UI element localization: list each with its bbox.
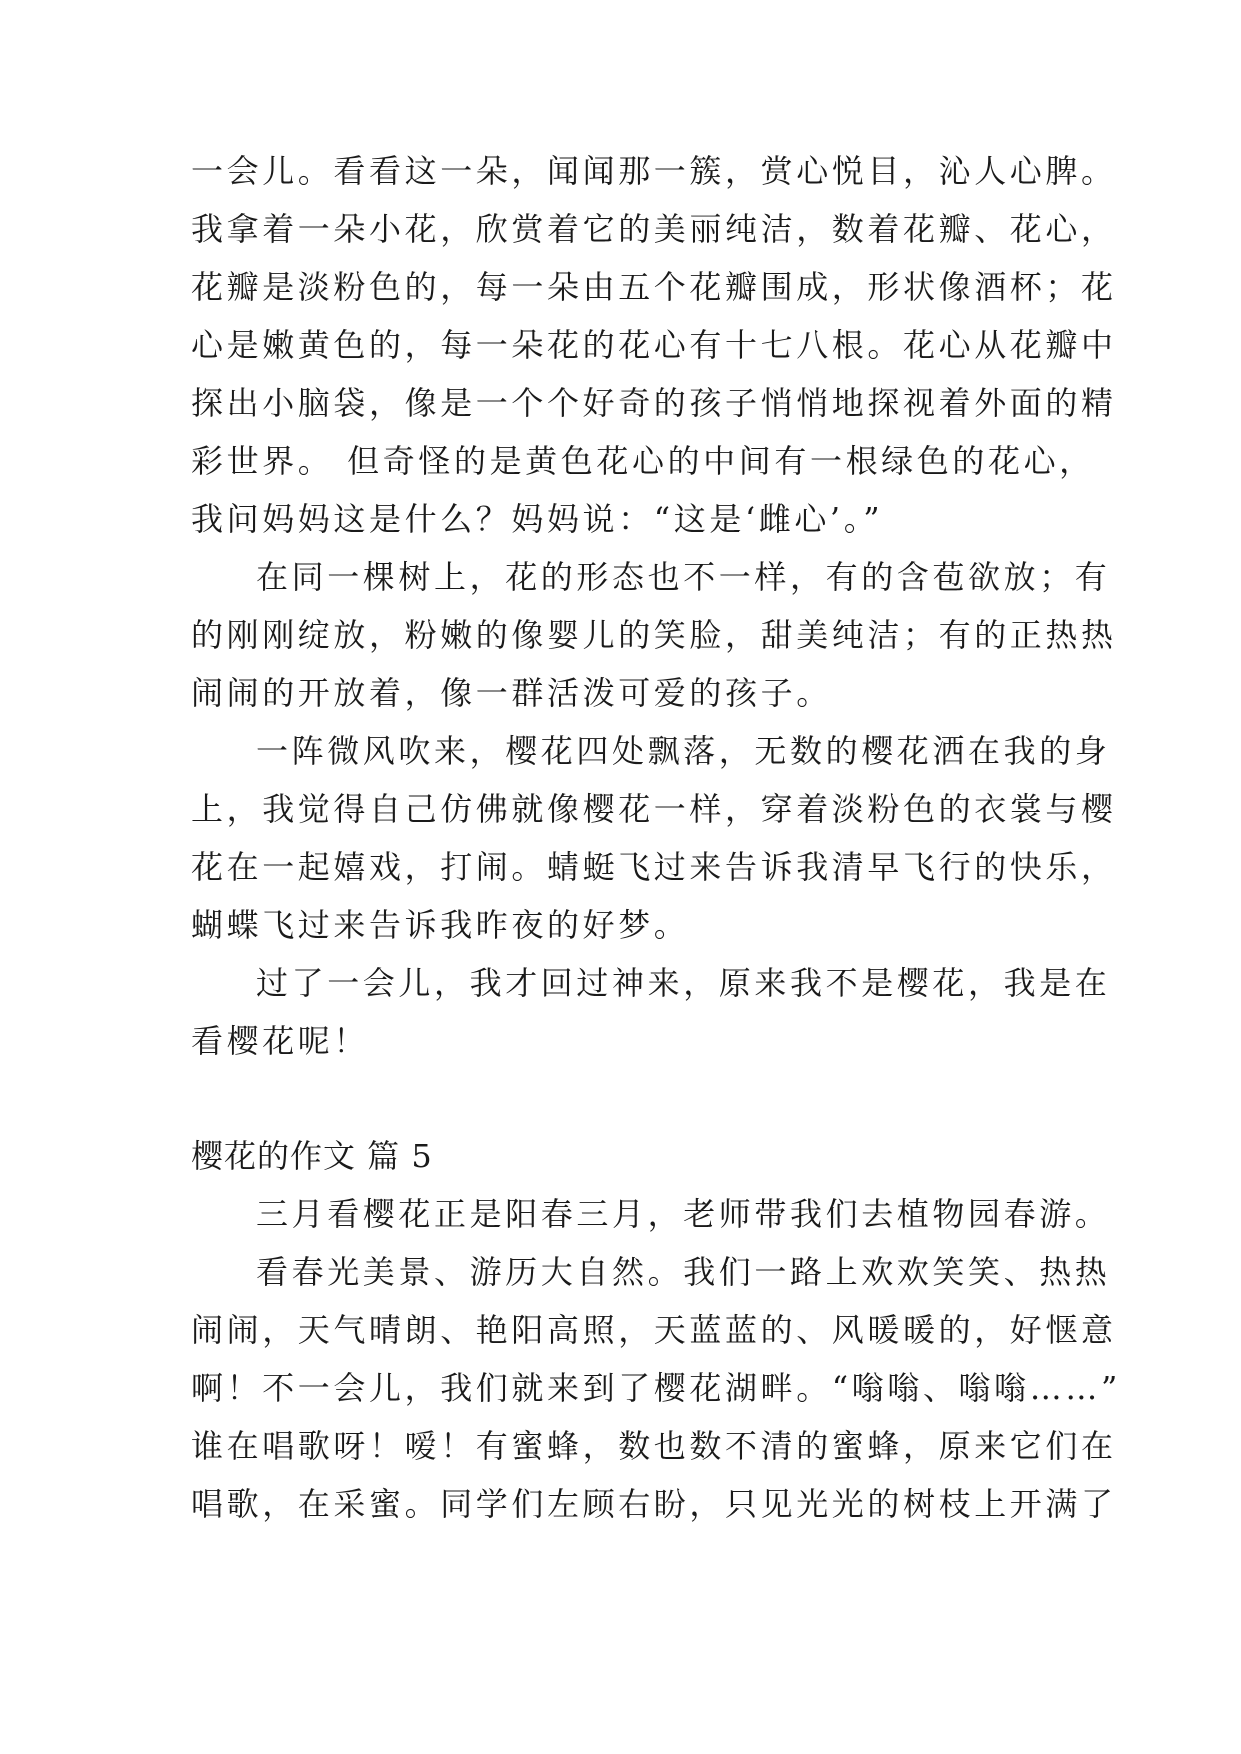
text-line: 谁在唱歌呀！嗳！有蜜蜂，数也数不清的蜜蜂，原来它们在	[191, 1427, 1117, 1465]
text-line: 我问妈妈这是什么？妈妈说：“这是‘雌心’。”	[191, 500, 884, 538]
text-line: 啊！不一会儿，我们就来到了樱花湖畔。“嗡嗡、嗡嗡……”	[191, 1369, 1121, 1407]
text-line: 闹闹的开放着，像一群活泼可爱的孩子。	[191, 674, 832, 712]
section-heading: 樱花的作文 篇 5	[191, 1137, 433, 1175]
text-line: 看樱花呢！	[191, 1022, 370, 1060]
text-line: 蝴蝶飞过来告诉我昨夜的好梦。	[191, 906, 690, 944]
paragraph-first-line: 过了一会儿，我才回过神来，原来我不是樱花，我是在	[256, 964, 1111, 1002]
text-line: 花在一起嬉戏，打闹。蜻蜓飞过来告诉我清早飞行的快乐，	[191, 848, 1117, 886]
paragraph-first-line: 一阵微风吹来，樱花四处飘落，无数的樱花洒在我的身	[256, 732, 1111, 770]
text-line: 心是嫩黄色的，每一朵花的花心有十七八根。花心从花瓣中	[191, 326, 1117, 364]
text-line: 彩世界。 但奇怪的是黄色花心的中间有一根绿色的花心，	[191, 442, 1095, 480]
text-line: 探出小脑袋，像是一个个好奇的孩子悄悄地探视着外面的精	[191, 384, 1117, 422]
text-line: 一会儿。看看这一朵，闻闻那一簇，赏心悦目，沁人心脾。	[191, 152, 1117, 190]
text-line: 花瓣是淡粉色的，每一朵由五个花瓣围成，形状像酒杯；花	[191, 268, 1117, 306]
paragraph-first-line: 看春光美景、游历大自然。我们一路上欢欢笑笑、热热	[256, 1253, 1111, 1291]
text-line: 上，我觉得自己仿佛就像樱花一样，穿着淡粉色的衣裳与樱	[191, 790, 1117, 828]
text-line: 我拿着一朵小花，欣赏着它的美丽纯洁，数着花瓣、花心，	[191, 210, 1117, 248]
text-line: 唱歌，在采蜜。同学们左顾右盼，只见光光的树枝上开满了	[191, 1485, 1117, 1523]
text-line: 闹闹，天气晴朗、艳阳高照，天蓝蓝的、风暖暖的，好惬意	[191, 1311, 1117, 1349]
text-line: 的刚刚绽放，粉嫩的像婴儿的笑脸，甜美纯洁；有的正热热	[191, 616, 1117, 654]
paragraph-first-line: 在同一棵树上，花的形态也不一样，有的含苞欲放；有	[256, 558, 1111, 596]
paragraph-first-line: 三月看樱花正是阳春三月，老师带我们去植物园春游。	[256, 1195, 1111, 1233]
